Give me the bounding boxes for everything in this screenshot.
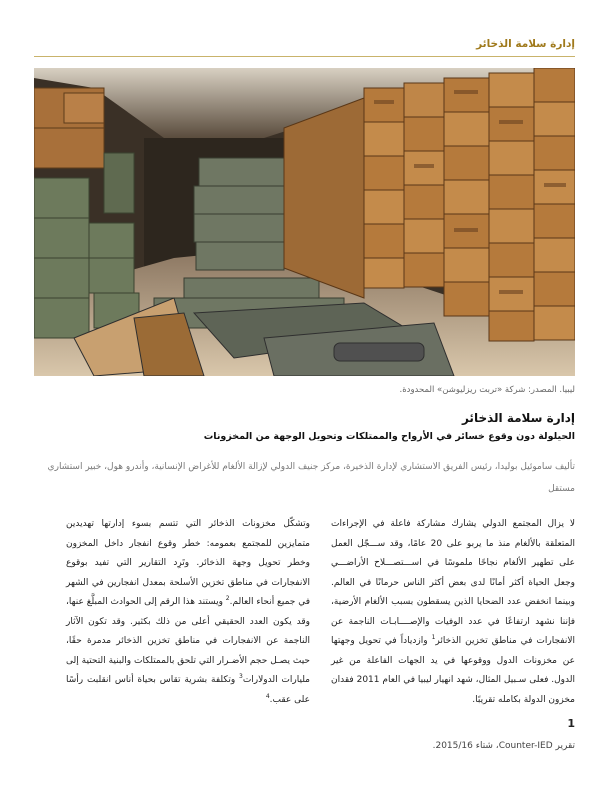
body-text: وتشكّل مخزونات الذخائر التي تتسم بسوء إدارتها تهديدين متمايزين للمجتمع بعمومه: خطر وقوع انفجار داخل المخزون وخطر تحويل وجهة الذخائر. وتَرِد التقارير التي تفيد بوقوع الانفجارات في مناطق تخزين الأسلحة بمعدل انفجارين في الشهر في جميع أنحاء العالم. [66,519,310,607]
body-text: وازدياداً في تحويل وجهتها عن مخزونات الدول ووقوعها في يد الجهات الفاعلة من غير الدول. فعلى سـبيل المثال، شهد انهيار ليبيا في العام 2011 فقدان مخزون الدولة بكامله تقريبًا. [331,636,575,705]
body-text: لا يزال المجتمع الدولي يشارك مشاركة فاعلة في الإجراءات المتعلقة بالألغام منذ ما يربو على 20 عامًا، وقد ســـجّل العمل على تطهير الألغام نجاحًا ملموسًا في اســـتصـــلاح الأراضـــي وجعل الحياة أكثر أمانًا لدى بعض أكثر الناس حرمانًا في العالم. وبينما انخفض عدد الضحايا الذين يسقطون بسبب الألغام الأرضية، فإننا نشهد ارتفاعًا في عدد الوفيات والإصــــابـات الناجمة عن الانفجارات في مناطق تخزين الذخائر [331,519,575,646]
footer-citation: تقرير Counter-IED، شتاء 2015/16. [432,741,575,751]
page-number: 1 [567,717,575,730]
body-column-left [66,515,310,710]
body-text: ويستند هذا الرقم إلى الحوادث المبلَّغ عنها، وقد يكون العدد الحقيقي أعلى من ذلك بكثير. وقد تكون الآثار الناجمة عن الانفجارات في مناطق تخزين الذخائر مدمرة حقًا، حيث يصـل حجم الأضـرار التي تلحق بالممتلكات والبنية التحتية إلى مليارات الدولارات [66,597,310,685]
footnote-marker: 3 [239,673,243,680]
article-subtitle: الحيلولة دون وقوع خسائر في الأرواح والممتلكات وتحويل الوجهة من المخزونات [203,431,575,442]
running-header: إدارة سلامة الذخائر [476,38,575,50]
header-rule [34,56,575,57]
body-column-right [331,515,575,710]
section-title: إدارة سلامة الذخائر [461,411,575,425]
footnote-marker: 4 [265,692,270,700]
ammunition-depot-photo [34,68,575,376]
author-byline: تأليف ساموئيل بوليدا، رئيس الفريق الاستشاري لإدارة الذخيرة، مركز جنيف الدولي لإزالة الألغام للأغراض الإنسانية، وأندرو هول، خبير استشاري مستقل [47,462,575,494]
footnote-marker: 1 [431,634,436,641]
footnote-marker: 2 [225,595,230,602]
body-text: وتكلفة بشرية تقاس بحياة أناس انقلبت رأسًا على عقب. [66,675,310,705]
photo-caption: ليبيا. المصدر: شركة «تربت ريزليوشن» المحدودة. [399,385,575,395]
